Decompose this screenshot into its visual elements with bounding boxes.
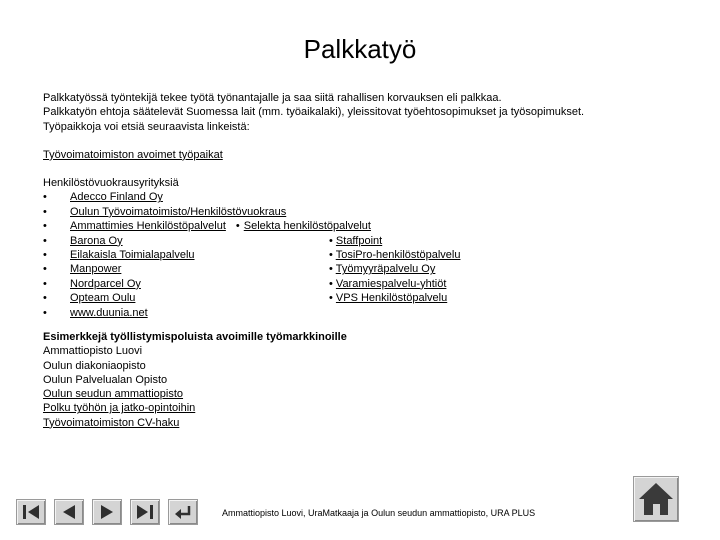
list-item	[43, 205, 683, 219]
staffing-link[interactable]: Eilakaisla Toimialapalvelu	[70, 249, 195, 262]
staffing-link[interactable]: Manpower	[70, 263, 122, 276]
school-name: Oulun diakoniaopisto	[43, 359, 146, 372]
list-item	[43, 248, 683, 262]
list-item	[43, 291, 683, 305]
intro-line-2: Palkkatyön ehtoja säätelevät Suomessa lait (mm. työaikalaki), yleissitovat työehtosopimukset ja työsopimukset.	[43, 106, 585, 119]
staffing-link[interactable]: Ammattimies Henkilöstöpalvelut	[70, 220, 226, 233]
staffing-link[interactable]: Selekta henkilöstöpalvelut	[243, 220, 371, 233]
bullet: •	[329, 277, 333, 290]
first-slide-icon	[17, 500, 45, 524]
staffing-link[interactable]: VPS Henkilöstöpalvelu	[335, 292, 448, 305]
bullet: •	[43, 249, 47, 262]
list-item	[43, 190, 683, 204]
intro-line-1: Palkkatyössä työntekijä tekee työtä työnantajalle ja saa siitä rahallisen korvauksen eli palkkaa.	[43, 92, 502, 104]
staffing-heading: Henkilöstövuokrausyrityksiä	[43, 177, 179, 190]
bullet: •	[43, 292, 47, 305]
school-name: Oulun Palvelualan Opisto	[43, 373, 168, 386]
paths-heading: Esimerkkejä työllistymispoluista avoimille työmarkkinoille	[43, 331, 347, 343]
bullet: •	[235, 220, 240, 233]
footer-credits: Ammattiopisto Luovi, UraMatkaaja ja Oulun seudun ammattiopisto, URA PLUS	[222, 508, 536, 518]
bullet: •	[329, 249, 333, 262]
bullet: •	[329, 263, 333, 276]
staffing-link[interactable]: Staffpoint	[335, 234, 383, 247]
bullet: •	[43, 277, 47, 290]
staffing-link[interactable]: TosiPro-henkilöstöpalvelu	[335, 249, 461, 262]
list-item	[43, 234, 683, 248]
intro-line-3: Työpaikkoja voi etsiä seuraavista linkeistä:	[43, 120, 250, 133]
previous-slide-icon	[55, 500, 83, 524]
staffing-link[interactable]: Nordparcel Oy	[70, 277, 141, 290]
bullet: •	[43, 191, 47, 204]
staffing-link[interactable]: Oulun Työvoimatoimisto/Henkilöstövuokraus	[70, 205, 287, 218]
home-icon	[634, 477, 678, 521]
bullet: •	[43, 306, 47, 319]
list-item	[43, 219, 683, 233]
bullet: •	[329, 234, 333, 247]
list-item	[43, 306, 683, 320]
bullet: •	[43, 205, 47, 218]
bullet: •	[43, 220, 47, 233]
staffing-link[interactable]: Työmyyräpalvelu Oy	[335, 263, 436, 276]
staffing-link[interactable]: Barona Oy	[70, 234, 123, 247]
next-slide-icon	[93, 500, 121, 524]
last-slide-icon	[131, 500, 159, 524]
list-item	[43, 262, 683, 276]
return-button[interactable]	[168, 499, 198, 525]
staffing-link[interactable]: www.duunia.net	[70, 306, 148, 319]
bullet: •	[43, 234, 47, 247]
paths-link[interactable]: Polku työhön ja jatko-opintoihin	[43, 402, 196, 415]
school-name: Ammattiopisto Luovi	[43, 345, 143, 358]
paths-link[interactable]: Oulun seudun ammattiopisto	[43, 388, 184, 401]
paths-link[interactable]: Työvoimatoimiston CV-haku	[43, 416, 180, 429]
staffing-link[interactable]: Varamiespalvelu-yhtiöt	[335, 277, 447, 290]
jobs-link[interactable]: Työvoimatoimiston avoimet työpaikat	[43, 148, 223, 161]
previous-slide-button[interactable]	[54, 499, 84, 525]
bullet: •	[329, 292, 333, 305]
list-item	[43, 277, 683, 291]
staffing-link[interactable]: Opteam Oulu	[70, 292, 136, 305]
page-title: Palkkatyö	[303, 34, 417, 64]
content-area	[43, 91, 683, 430]
home-button[interactable]	[633, 476, 679, 522]
return-icon	[169, 500, 197, 524]
first-slide-button[interactable]	[16, 499, 46, 525]
staffing-link[interactable]: Adecco Finland Oy	[70, 191, 163, 204]
last-slide-button[interactable]	[130, 499, 160, 525]
next-slide-button[interactable]	[92, 499, 122, 525]
bullet: •	[43, 263, 47, 276]
